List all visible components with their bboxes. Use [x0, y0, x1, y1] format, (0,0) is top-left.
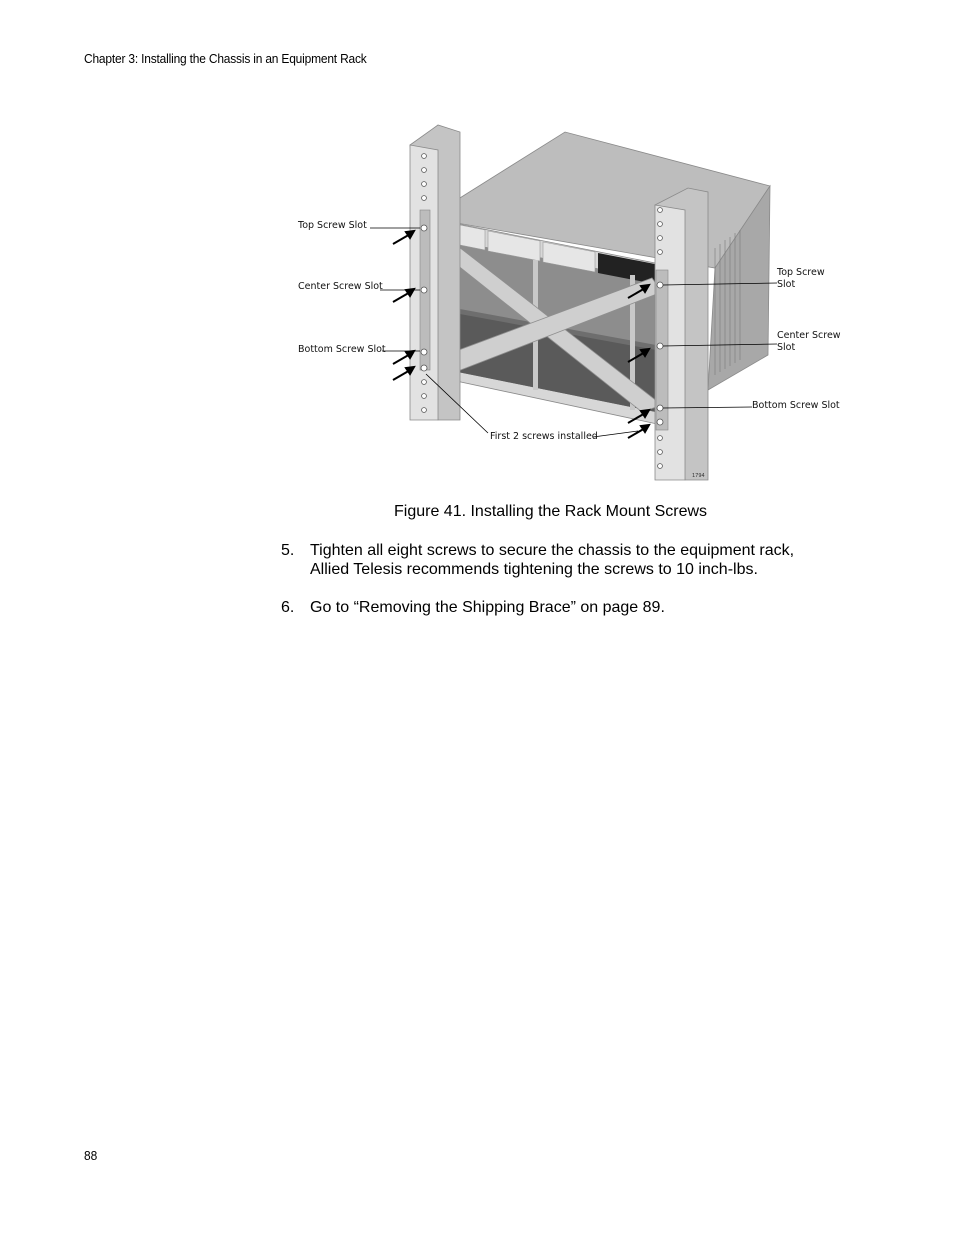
step-number: 6.	[281, 599, 295, 616]
step-text-line: Tighten all eight screws to secure the chassis to the equipment rack,	[310, 542, 795, 559]
label-bottom-screw-slot-right: Bottom Screw Slot	[752, 400, 840, 411]
running-head: Chapter 3: Installing the Chassis in an Equipment Rack	[84, 51, 367, 66]
label-top-screw-slot-right	[777, 267, 825, 291]
page-number: 88	[84, 1148, 98, 1163]
rack-illustration	[290, 120, 850, 500]
step-text-line: Allied Telesis recommends tightening the screws to 10 inch-lbs.	[310, 561, 758, 578]
label-top-screw-slot-left: Top Screw Slot	[298, 220, 367, 231]
label-center-screw-slot-right	[777, 330, 841, 354]
figure-caption: Figure 41. Installing the Rack Mount Screws	[394, 503, 708, 520]
label-line: Slot	[777, 279, 796, 290]
label-line: Top Screw	[777, 267, 825, 278]
rack-mount-figure	[290, 120, 850, 500]
step-text	[310, 598, 870, 617]
step-number: 5.	[281, 542, 295, 559]
label-line: Slot	[777, 342, 796, 353]
step-text	[310, 541, 870, 579]
label-line: Center Screw	[777, 330, 841, 341]
label-center-screw-slot-left: Center Screw Slot	[298, 281, 383, 292]
label-first-screws-installed: First 2 screws installed	[490, 431, 598, 442]
step-text-line: Go to “Removing the Shipping Brace” on page 89.	[310, 599, 665, 616]
figure-id: 1794	[692, 473, 705, 479]
label-bottom-screw-slot-left: Bottom Screw Slot	[298, 344, 386, 355]
